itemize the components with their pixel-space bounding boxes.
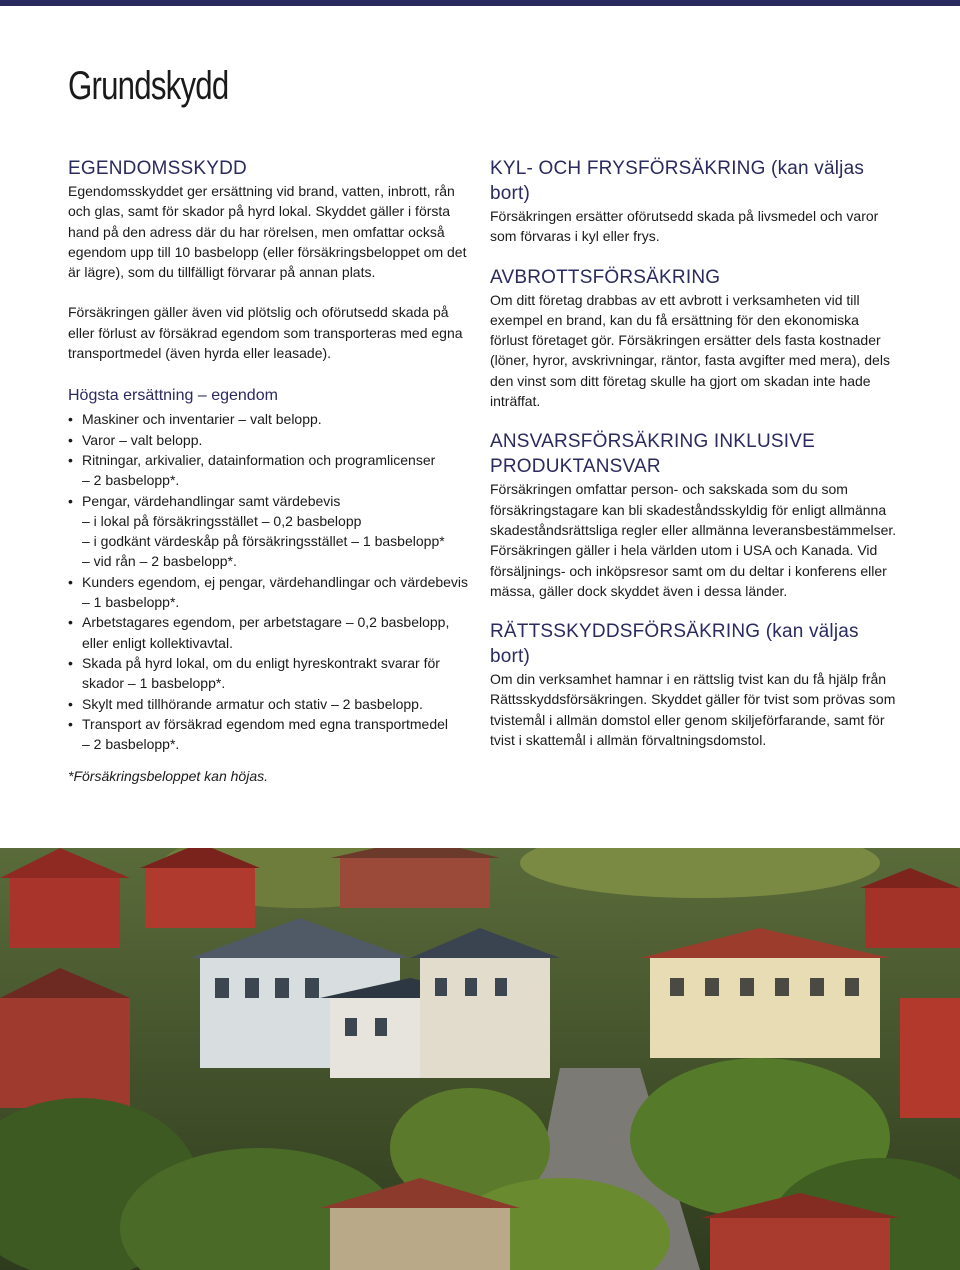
section-heading: KYL- OCH FRYSFÖRSÄKRING (kan väljas bort)	[490, 158, 865, 204]
egendomsskydd-paragraph-2: Försäkringen gäller även vid plötslig och oförutsedd skada på eller förlust av försäkrad egendom som transporteras med egna transportmedel (även hyrda eller leasade).	[68, 304, 463, 362]
list-item-line: – 1 basbelopp*.	[82, 594, 180, 611]
egendomsskydd-heading: EGENDOMSSKYDD	[68, 158, 247, 179]
right-section	[490, 619, 900, 750]
section-body: Om ditt företag drabbas av ett avbrott i verksamheten vid till exempel en brand, kan du få ersättning för den ekonomiska förlust företaget gör. Försäkringen ersätter dels fasta kostnader (löner, hyror, avskrivningar, räntor, fasta avgifter med mera), dels den vinst som ditt företag skulle ha gjort om skadan inte hade inträffat.	[490, 291, 890, 410]
section-heading: RÄTTSSKYDDSFÖRSÄKRING (kan väljas bort)	[490, 621, 859, 668]
ersattning-list-item	[68, 612, 478, 653]
list-item-line: • Arbetstagares egendom, per arbetstagare – 0,2 basbelopp,	[82, 614, 450, 631]
list-item-line: – 2 basbelopp*.	[82, 736, 180, 753]
list-item-line: skador – 1 basbelopp*.	[82, 675, 226, 692]
left-column	[68, 156, 478, 801]
list-item-line: – vid rån – 2 basbelopp*.	[82, 553, 237, 570]
list-item-line: • Maskiner och inventarier – valt belopp.	[82, 411, 322, 428]
top-accent-bar	[0, 0, 960, 6]
right-section	[490, 429, 900, 601]
town-rooftops-photo	[0, 848, 960, 1270]
footnote: *Försäkringsbeloppet kan höjas.	[68, 768, 269, 785]
section-body: Försäkringen omfattar person- och sakskada som du som försäkringstagare kan bli skadeståndsskyldig för enligt allmänna skadeståndsrättsliga regler eller allmänna leveransbestämmelser. Försäkringen gäller i hela världen utom i USA och Kanada. Vid försäljnings- och inköpsresor samt om du deltar i konferens eller mässa, gäller dock skyddet även i dessa länder.	[490, 481, 897, 599]
section-body: Försäkringen ersätter oförutsedd skada på livsmedel och varor som förvaras i kyl eller frys.	[490, 208, 879, 245]
ersattning-list-item	[68, 450, 478, 491]
ersattning-list	[68, 409, 478, 754]
ersattning-list-item	[68, 491, 478, 572]
section-body: Om din verksamhet hamnar i en rättslig tvist kan du få hjälp från Rättsskyddsförsäkringen. Skyddet gäller för tvist som prövas som tvistemål i allmän domstol eller genom skiljeförfarande, samt för tvist i skattemål i allmän förvaltningsdomstol.	[490, 671, 896, 749]
ersattning-list-item	[68, 430, 478, 450]
list-item-line: • Transport av försäkrad egendom med egna transportmedel	[82, 715, 449, 732]
right-column	[490, 156, 900, 768]
egendomsskydd-paragraph-1: Egendomsskyddet ger ersättning vid brand, vatten, inbrott, rån och glas, samt för skador på hyrd lokal. Skyddet gäller i första hand på den adress där du har rörelsen, men omfattar också egendom upp till 10 basbelopp (eller försäkringsbeloppet om det är lägre), som du tillfälligt förvarar på annan plats.	[68, 183, 467, 281]
list-item-line: – 2 basbelopp*.	[82, 472, 180, 489]
list-item-line: • Pengar, värdehandlingar samt värdebevis	[82, 492, 341, 509]
list-item-line: • Ritningar, arkivalier, datainformation och programlicenser	[82, 451, 436, 468]
ersattning-list-item	[68, 572, 478, 613]
ersattning-list-item	[68, 409, 478, 429]
page-title: Grundskydd	[68, 64, 229, 108]
photo-illustration	[0, 848, 960, 1270]
list-item-line: • Skylt med tillhörande armatur och stativ – 2 basbelopp.	[82, 695, 423, 712]
ersattning-list-item	[68, 714, 478, 755]
ersattning-list-item	[68, 694, 478, 714]
ersattning-list-item	[68, 653, 478, 694]
list-item-line: • Skada på hyrd lokal, om du enligt hyreskontrakt svarar för	[82, 654, 440, 671]
list-item-line: eller enligt kollektivavtal.	[82, 634, 233, 651]
section-heading: ANSVARSFÖRSÄKRING INKLUSIVE PRODUKTANSVAR	[490, 431, 815, 478]
hogsta-ersattning-heading: Högsta ersättning – egendom	[68, 387, 278, 405]
section-heading: AVBROTTSFÖRSÄKRING	[490, 266, 721, 288]
list-item-line: • Kunders egendom, ej pengar, värdehandlingar och värdebevis	[82, 573, 469, 590]
right-section	[490, 265, 900, 412]
list-item-line: – i lokal på försäkringsstället – 0,2 basbelopp	[82, 512, 362, 529]
list-item-line: – i godkänt värdeskåp på försäkringsstället – 1 basbelopp*	[82, 533, 445, 550]
right-section	[490, 156, 900, 247]
list-item-line: • Varor – valt belopp.	[82, 431, 203, 448]
